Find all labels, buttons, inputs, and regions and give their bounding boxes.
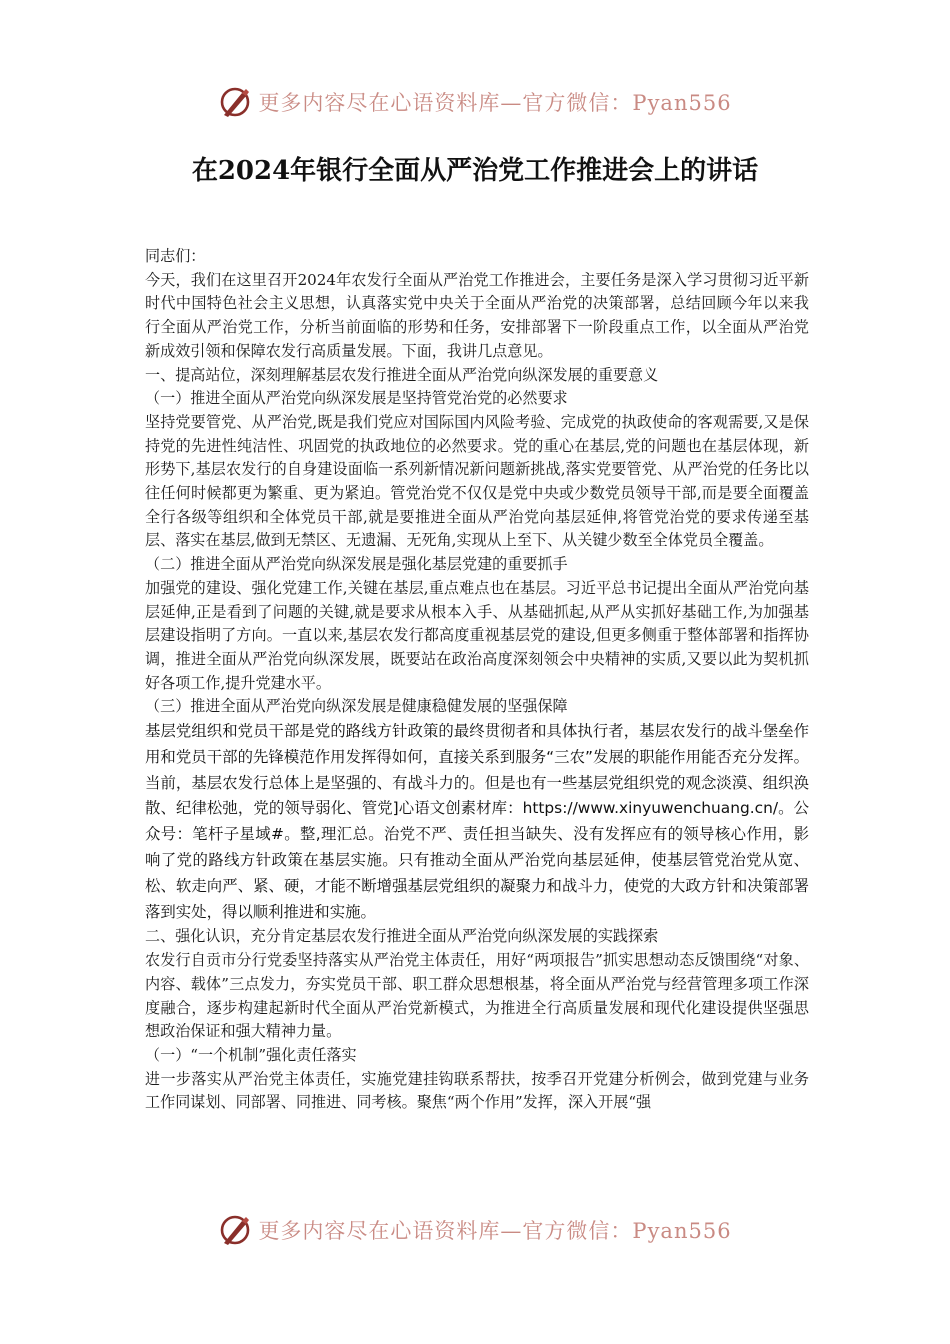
subsection-heading-2-1: （一）“一个机制”强化责任落实: [145, 1045, 357, 1064]
salutation: 同志们：: [145, 247, 206, 265]
pen-logo-icon: [218, 1213, 252, 1247]
paragraph-1-2: 加强党的建设、强化党建工作,关键在基层,重点难点也在基层。习近平总书记提出全面从严治党向基层延伸,正是看到了问题的关键,就是要求从根本入手、从基础抓起,从严从实抓好基础工作,为加强基层建设指明了方向。一直以来,基层农发行都高度重视基层党的建设,但更多侧重于整体部署和指挥协调，推进全面从严治党向纵深发展，既要站在政治高度深刻领会中央精神的实质,又要以此为契机抓好各项工作,提升党建水平。: [145, 578, 809, 692]
section-heading-2: 二、强化认识，充分肯定基层农发行推进全面从严治党向纵深发展的实践探索: [145, 927, 659, 946]
pen-logo-icon: [218, 85, 252, 119]
document-body: [145, 245, 809, 1115]
subsection-heading-1-2: （二）推进全面从严治党向纵深发展是强化基层党建的重要抓手: [145, 555, 568, 574]
subsection-heading-1-1: （一）推进全面从严治党向纵深发展是坚持管党治党的必然要求: [145, 389, 568, 408]
paragraph-1-1: 坚持党要管党、从严治党,既是我们党应对国际国内风险考验、完成党的执政使命的客观需要,又是保持党的先进性纯洁性、巩固党的执政地位的必然要求。党的重心在基层,党的问题也在基层体现，新形势下,基层农发行的自身建设面临一系列新情况新问题新挑战,落实党要管党、从严治党的任务比以往任何时候都更为繁重、更为紧迫。管党治党不仅仅是党中央或少数党员领导干部,而是要全面覆盖全行各级等组织和全体党员干部,就是要推进全面从严治党向基层延伸,将管党治党的要求传递至基层、落实在基层,做到无禁区、无遗漏、无死角,实现从上至下、从关键少数至全体党员全覆盖。: [145, 412, 809, 550]
subsection-heading-1-3: （三）推进全面从严治党向纵深发展是健康稳健发展的坚强保障: [145, 697, 568, 716]
footer-banner: [0, 1210, 950, 1250]
document-title: 在2024年银行全面从严治党工作推进会上的讲话: [191, 156, 759, 186]
paragraph-intro: 今天，我们在这里召开2024年农发行全面从严治党工作推进会，主要任务是深入学习贯彻习近平新时代中国特色社会主义思想，认真落实党中央关于全面从严治党的决策部署，总结回顾今年以来我行全面从严治党工作，分析当前面临的形势和任务，安排部署下一阶段重点工作，以全面从严治党新成效引领和保障农发行高质量发展。下面，我讲几点意见。: [145, 270, 809, 360]
header-banner: [0, 82, 950, 122]
paragraph-2-1: 进一步落实从严治党主体责任，实施党建挂钩联系帮扶，按季召开党建分析例会，做到党建与业务工作同谋划、同部署、同推进、同考核。聚焦“两个作用”发挥，深入开展“强: [145, 1069, 809, 1112]
section-heading-1: 一、提高站位，深刻理解基层农发行推进全面从严治党向纵深发展的重要意义: [145, 365, 659, 384]
paragraph-1-3: 基层党组织和党员干部是党的路线方针政策的最终贯彻者和具体执行者，基层农发行的战斗堡垒作用和党员干部的先锋模范作用发挥得如何，直接关系到服务“三农”发展的职能作用能否充分发挥。当前，基层农发行总体上是坚强的、有战斗力的。但是也有一些基层党组织党的观念淡漠、组织涣散、纪律松弛，党的领导弱化、管党]心语文创素材库：https://www.xinyuwenchuang.cn/。公众号：笔杆子星域#。整,理汇总。治党不严、责任担当缺失、没有发挥应有的领导核心作用，影响了党的路线方针政策在基层实施。只有推动全面从严治党向基层延伸，使基层管党治党从宽、松、软走向严、紧、硬，才能不断增强基层党组织的凝聚力和战斗力，使党的大政方针和决策部署落到实处，得以顺利推进和实施。: [145, 722, 809, 921]
banner-text: 更多内容尽在心语资料库—官方微信：Pyan556: [258, 1219, 732, 1243]
paragraph-2-intro: 农发行自贡市分行党委坚持落实从严治党主体责任，用好“两项报告”抓实思想动态反馈围绕“对象、内容、载体”三点发力，夯实党员干部、职工群众思想根基，将全面从严治党与经营管理多项工作深度融合，逐步构建起新时代全面从严治党新模式，为推进全行高质量发展和现代化建设提供坚强思想政治保证和强大精神力量。: [145, 951, 809, 1041]
banner-text: 更多内容尽在心语资料库—官方微信：Pyan556: [258, 91, 732, 115]
